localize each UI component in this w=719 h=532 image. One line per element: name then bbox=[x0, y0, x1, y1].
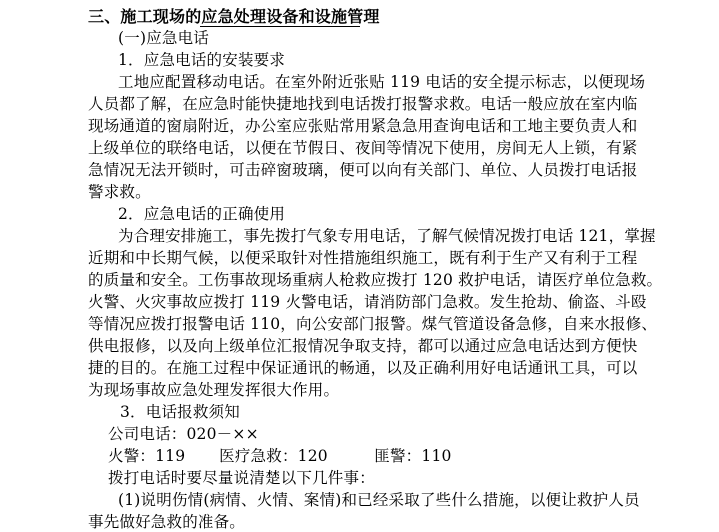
paragraph-2-line: 为现场事故应急处理发挥很大作用。 bbox=[88, 381, 340, 399]
paragraph-1-line: 现场通道的窗扇附近，办公室应张贴常用紧急急用查询电话和工地主要负责人和 bbox=[88, 117, 638, 135]
company-phone: 公司电话：020－×× bbox=[108, 425, 259, 443]
instruction-line: 拨打电话时要尽量说清楚以下几件事： bbox=[108, 469, 375, 487]
medical-phone: 医疗急救：120 bbox=[219, 447, 328, 465]
item-2-title: 2．应急电话的正确使用 bbox=[118, 205, 286, 223]
paragraph-2-line: 等情况应拨打报警电话 110，向公安部门报警。煤气管道设备急修，自来水报修、 bbox=[88, 315, 658, 333]
item-1-title: 1．应急电话的安装要求 bbox=[118, 51, 286, 69]
paragraph-2-line: 的质量和安全。工伤事故现场重病人枪救应拨打 120 救护电话，请医疗单位急救。 bbox=[88, 271, 663, 289]
paragraph-1-line: 人员都了解，在应急时能快捷地找到电话拨打报警求救。电话一般应放在室内临 bbox=[88, 95, 638, 113]
section-heading-underline bbox=[200, 26, 360, 27]
paragraph-2-line: 供电报修，以及向上级单位汇报情况争取支持，都可以通过应急电话达到方便快 bbox=[88, 337, 638, 355]
subsection-title: (一)应急电话 bbox=[118, 29, 209, 47]
paragraph-1-line: 警求救。 bbox=[88, 183, 151, 201]
police-phone: 匪警：110 bbox=[374, 447, 452, 465]
section-heading: 三、施工现场的应急处理设备和设施管理 bbox=[88, 7, 380, 26]
paragraph-2-line: 火警、火灾事故应拨打 119 火警电话，请消防部门急救。发生抢劫、偷盗、斗殴 bbox=[88, 293, 647, 311]
paragraph-1-line: 急情况无法开锁时，可击碎窗玻璃，便可以向有关部门、单位、人员拨打电话报 bbox=[88, 161, 638, 179]
point-1-line: (1)说明伤情(病情、火情、案情)和已经采取了些什么措施，以便让救护人员 bbox=[118, 491, 640, 509]
paragraph-2-line: 捷的目的。在施工过程中保证通讯的畅通，以及正确利用好电话通讯工具，可以 bbox=[88, 359, 638, 377]
item-3-title: 3．电话报救须知 bbox=[120, 403, 240, 421]
point-1-line: 事先做好急救的准备。 bbox=[88, 513, 246, 531]
paragraph-1-line: 工地应配置移动电话。在室外附近张贴 119 电话的安全提示标志，以便现场 bbox=[118, 73, 646, 91]
paragraph-2-line: 为合理安排施工，事先拨打气象专用电话，了解气候情况拨打电话 121，掌握 bbox=[118, 227, 656, 245]
fire-phone: 火警：119 bbox=[108, 447, 186, 465]
paragraph-2-line: 近期和中长期气候，以便采取针对性措施组织施工，既有利于生产又有利于工程 bbox=[88, 249, 638, 267]
paragraph-1-line: 上级单位的联络电话，以便在节假日、夜间等情况下使用，房间无人上锁，有紧 bbox=[88, 139, 638, 157]
emergency-numbers-row bbox=[108, 446, 452, 466]
